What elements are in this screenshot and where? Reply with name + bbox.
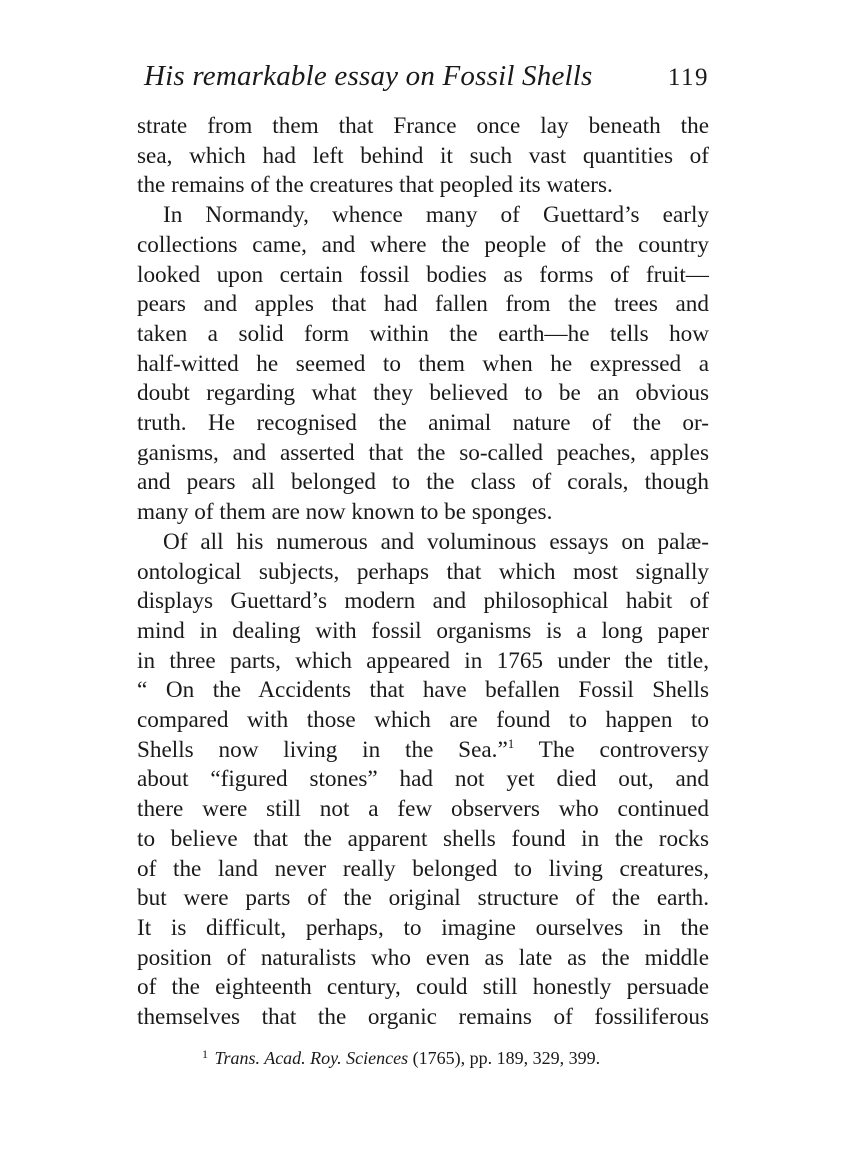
text-line: compared with those which are found to happen to	[137, 707, 709, 734]
text-line-with-footnote-ref	[137, 736, 709, 766]
body-text	[137, 112, 709, 1033]
text-line: ontological subjects, perhaps that which most signally	[137, 558, 709, 585]
text-line: position of naturalists who even as late as the middle	[137, 944, 709, 971]
text-line: looked upon certain fossil bodies as forms of fruit—	[137, 261, 709, 288]
text-line-segment: The controversy	[538, 736, 709, 763]
text-line: It is difficult, perhaps, to imagine ourselves in the	[137, 914, 709, 941]
text-line: of the eighteenth century, could still honestly persuade	[137, 974, 709, 1001]
text-line-segment: Shells now living in the Sea.”	[137, 736, 508, 763]
text-line: In Normandy, whence many of Guettard’s early	[163, 202, 709, 229]
running-head-title: His remarkable essay on Fossil Shells	[144, 60, 593, 92]
text-line: and pears all belonged to the class of corals, though	[137, 469, 709, 496]
footnote-source: Trans. Acad. Roy. Sciences	[214, 1048, 409, 1068]
text-line: about “figured stones” had not yet died out, and	[137, 766, 709, 793]
text-line: strate from them that France once lay beneath the	[137, 113, 709, 139]
text-line: ganisms, and asserted that the so-called peaches, apples	[137, 439, 709, 466]
text-line: Of all his numerous and voluminous essays on palæ-	[163, 528, 709, 555]
running-head	[144, 60, 709, 93]
text-line: pears and apples that had fallen from the trees and	[137, 291, 709, 318]
text-line: displays Guettard’s modern and philosophical habit of	[137, 588, 709, 615]
text-line: there were still not a few observers who continued	[137, 796, 709, 823]
footnote-marker: 1	[202, 1047, 208, 1061]
text-line: collections came, and where the people of the country	[137, 231, 709, 258]
text-line: sea, which had left behind it such vast quantities of	[137, 142, 709, 169]
footnote-details: (1765), pp. 189, 329, 399.	[412, 1048, 601, 1068]
text-line: themselves that the organic remains of fossiliferous	[137, 1004, 709, 1031]
footnote	[202, 1047, 600, 1069]
text-line: the remains of the creatures that peopled its waters.	[137, 172, 613, 199]
text-line: many of them are now known to be sponges.	[137, 499, 553, 526]
page-number: 119	[667, 64, 709, 91]
text-line: truth. He recognised the animal nature of the or-	[137, 410, 709, 437]
footnote-reference: 1	[507, 735, 515, 751]
text-line: “ On the Accidents that have befallen Fossil Shells	[137, 677, 709, 704]
text-line: doubt regarding what they believed to be an obvious	[137, 380, 709, 407]
text-line: mind in dealing with fossil organisms is a long paper	[137, 617, 709, 644]
text-line: in three parts, which appeared in 1765 under the title,	[137, 647, 709, 674]
text-line: of the land never really belonged to living creatures,	[137, 855, 709, 882]
text-line: to believe that the apparent shells found in the rocks	[137, 825, 709, 852]
text-line: but were parts of the original structure of the earth.	[137, 885, 709, 912]
text-line: taken a solid form within the earth—he tells how	[137, 320, 709, 347]
text-line: half-witted he seemed to them when he expressed a	[137, 350, 709, 377]
